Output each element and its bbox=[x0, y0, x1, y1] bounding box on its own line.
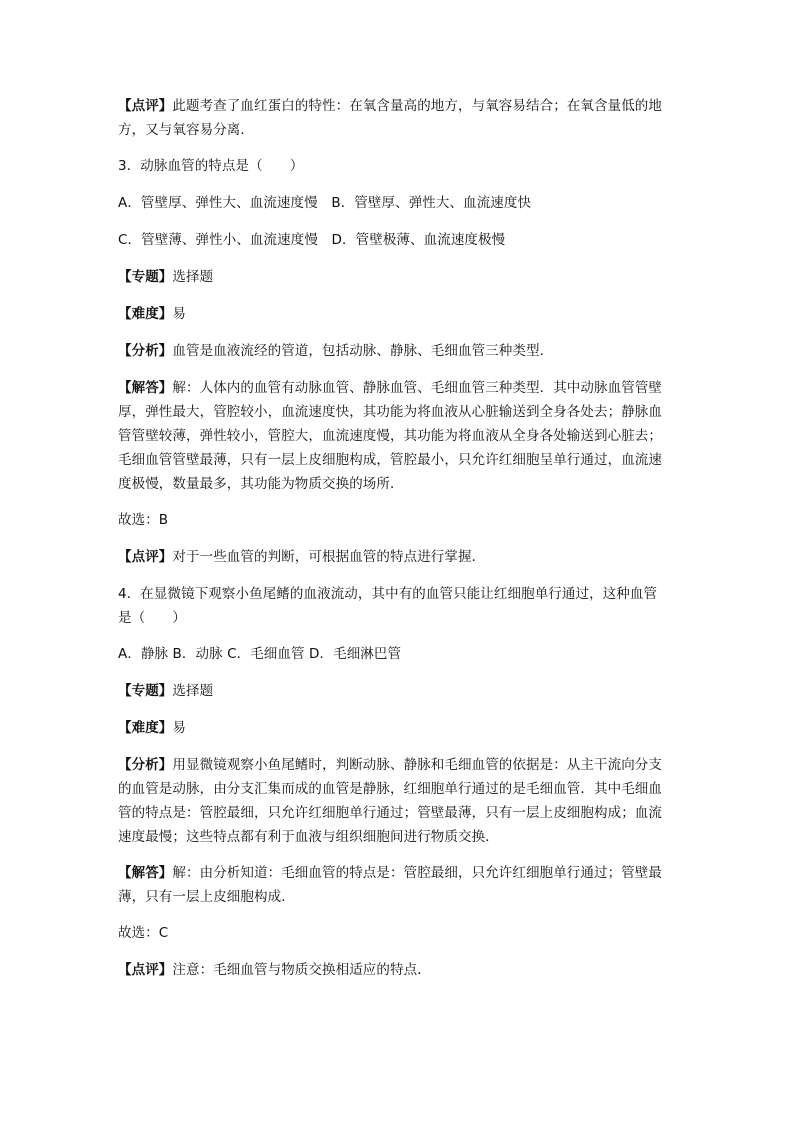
answer-choice: 故选：B bbox=[118, 512, 169, 528]
text-line: 管的特点是：管腔最细，只允许红细胞单行通过；管壁最薄，只有一层上皮细胞构成；血流 bbox=[118, 805, 662, 821]
q4-options bbox=[118, 642, 678, 666]
text-line: 【分析】用显微镜观察小鱼尾鳍时，判断动脉、静脉和毛细血管的依据是：从主干流向分支 bbox=[118, 757, 663, 773]
q4-stem bbox=[118, 582, 678, 630]
section-label: 【解答】 bbox=[118, 865, 173, 881]
answer-choice: 故选：C bbox=[118, 925, 169, 941]
options-text: A．静脉 B．动脉 C．毛细血管 D．毛细淋巴管 bbox=[118, 646, 402, 662]
section-label: 【点评】 bbox=[118, 549, 173, 565]
section-label: 【难度】 bbox=[118, 720, 173, 736]
q3-choice bbox=[118, 508, 678, 532]
section-label: 【专题】 bbox=[118, 269, 173, 285]
text-line: 【点评】此题考查了血红蛋白的特性：在氧含量高的地方，与氧容易结合；在氧含量低的地 bbox=[118, 98, 663, 114]
q4-review bbox=[118, 958, 678, 982]
text-line: 【解答】解：由分析知道：毛细血管的特点是：管腔最细，只允许红细胞单行通过；管壁最 bbox=[118, 865, 663, 881]
question-text: 4．在显微镜下观察小鱼尾鳍的血液流动，其中有的血管只能让红细胞单行通过，这种血管 bbox=[118, 586, 658, 602]
section-label: 【解答】 bbox=[118, 380, 173, 396]
q3-analysis bbox=[118, 339, 678, 363]
q3-options-row-2 bbox=[118, 228, 678, 252]
q4-choice bbox=[118, 921, 678, 945]
q3-difficulty bbox=[118, 302, 678, 326]
text-line: 【解答】解：人体内的血管有动脉血管、静脉血管、毛细血管三种类型．其中动脉血管管壁 bbox=[118, 380, 663, 396]
text-line: 【专题】选择题 bbox=[118, 269, 214, 285]
text-line: 【分析】血管是血液流经的管道，包括动脉、静脉、毛细血管三种类型． bbox=[118, 343, 554, 359]
q4-analysis bbox=[118, 753, 678, 849]
text-line: 【点评】注意：毛细血管与物质交换相适应的特点． bbox=[118, 962, 431, 978]
section-label: 【难度】 bbox=[118, 306, 173, 322]
section-label: 【点评】 bbox=[118, 98, 173, 114]
q3-answer bbox=[118, 376, 678, 496]
text-line: 【难度】易 bbox=[118, 720, 187, 736]
text-line: 管管壁较薄，弹性较小，管腔大，血流速度慢，其功能为将血液从全身各处输送到心脏去； bbox=[118, 428, 662, 444]
text-line: 【专题】选择题 bbox=[118, 683, 214, 699]
text-line: 【点评】对于一些血管的判断，可根据血管的特点进行掌握． bbox=[118, 549, 486, 565]
section-label: 【点评】 bbox=[118, 962, 173, 978]
options-text: C．管壁薄、弹性小、血流速度慢 D．管壁极薄、血流速度极慢 bbox=[118, 232, 506, 248]
text-line: 的血管是动脉，由分支汇集而成的血管是静脉，红细胞单行通过的是毛细血管．其中毛细血 bbox=[118, 781, 662, 797]
q3-topic bbox=[118, 265, 678, 289]
text-line: 度极慢，数量最多，其功能为物质交换的场所． bbox=[118, 476, 404, 492]
text-line: 速度最慢；这些特点都有利于血液与组织细胞间进行物质交换． bbox=[118, 829, 499, 845]
section-label: 【专题】 bbox=[118, 683, 173, 699]
options-text: A．管壁厚、弹性大、血流速度慢 B．管壁厚、弹性大、血流速度快 bbox=[118, 195, 532, 211]
text-line: 【难度】易 bbox=[118, 306, 187, 322]
q3-review bbox=[118, 545, 678, 569]
q3-options-row-1 bbox=[118, 191, 678, 215]
question-text: 是（ ） bbox=[118, 610, 186, 626]
q4-topic bbox=[118, 679, 678, 703]
document-page bbox=[118, 94, 678, 995]
section-label: 【分析】 bbox=[118, 343, 173, 359]
q4-answer bbox=[118, 861, 678, 909]
text-line: 方，又与氧容易分离． bbox=[118, 122, 254, 138]
text-line: 薄，只有一层上皮细胞构成． bbox=[118, 889, 295, 905]
q4-difficulty bbox=[118, 716, 678, 740]
section-label: 【分析】 bbox=[118, 757, 173, 773]
text-line: 厚，弹性最大，管腔较小，血流速度快，其功能为将血液从心脏输送到全身各处去；静脉血 bbox=[118, 404, 662, 420]
text-line: 毛细血管管壁最薄，只有一层上皮细胞构成，管腔最小，只允许红细胞呈单行通过，血流速 bbox=[118, 452, 662, 468]
question-text: 3．动脉血管的特点是（ ） bbox=[118, 158, 304, 174]
q3-stem bbox=[118, 154, 678, 178]
q2-review bbox=[118, 94, 678, 142]
